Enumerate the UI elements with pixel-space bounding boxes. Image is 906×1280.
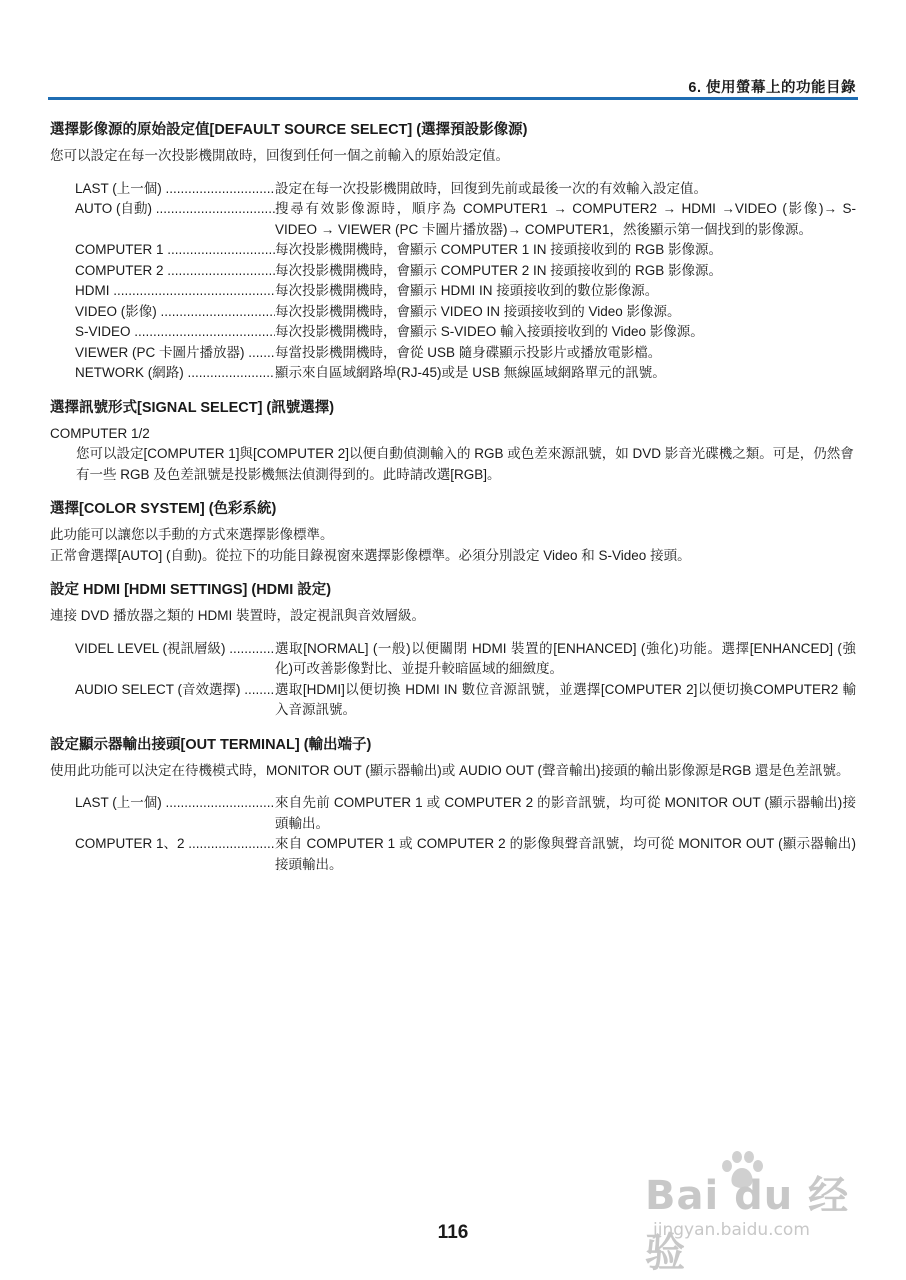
term: VIEWER (PC 卡圖片播放器) ..... (75, 343, 275, 364)
watermark-brand: Bai du 经验 (645, 1173, 850, 1276)
description: 每次投影機開機時，會顯示 S-VIDEO 輸入接頭接收到的 Video 影像源。 (275, 324, 704, 339)
section-signal-select (50, 398, 856, 486)
definition-item (75, 261, 856, 282)
description: 來自 COMPUTER 1 或 COMPUTER 2 的影像與聲音訊號，均可從 MONITOR OUT (顯示器輸出)接頭輸出。 (275, 836, 856, 872)
term: COMPUTER 1、2 ..... (75, 834, 275, 875)
description: 每當投影機開機時，會從 USB 隨身碟顯示投影片或播放電影檔。 (275, 344, 662, 360)
section-color-system (50, 499, 856, 566)
baidu-watermark (645, 1150, 865, 1276)
description: 選取[HDMI]以便切換 HDMI IN 數位音源訊號，並選擇[COMPUTER 2]以便切換COMPUTER2 輸入音源訊號。 (275, 681, 856, 717)
section-title: 選擇影像源的原始設定值[DEFAULT SOURCE SELECT] (選擇預設影像源) (50, 122, 528, 138)
watermark-url: jingyan.baidu.com (653, 1220, 810, 1240)
term: AUDIO SELECT (音效選擇) ..... (75, 680, 275, 721)
definition-item (75, 363, 856, 384)
term: AUTO (自動) ..... (75, 199, 275, 240)
definition-item (75, 302, 856, 323)
section-title: 設定顯示器輸出接頭[OUT TERMINAL] (輸出端子) (50, 736, 372, 753)
section-body-line-1: 此功能可以讓您以手動的方式來選擇影像標準。 (50, 527, 334, 542)
section-out-terminal (50, 735, 856, 876)
term: HDMI ..... (75, 281, 275, 302)
description: 每次投影機開機時，會顯示 HDMI IN 接頭接收到的數位影像源。 (275, 283, 659, 298)
definition-list (75, 639, 856, 721)
description: 設定在每一次投影機開啟時，回復到先前或最後一次的有效輸入設定值。 (275, 180, 707, 196)
definition-item (75, 199, 856, 240)
term: NETWORK (網路) ..... (75, 363, 275, 384)
section-title: 選擇訊號形式[SIGNAL SELECT] (訊號選擇) (50, 399, 335, 416)
section-intro: 連接 DVD 播放器之類的 HDMI 裝置時，設定視訊與音效層級。 (50, 608, 426, 623)
description: 來自先前 COMPUTER 1 或 COMPUTER 2 的影音訊號，均可從 MONITOR OUT (顯示器輸出)接頭輸出。 (275, 795, 856, 831)
definition-item (75, 793, 856, 834)
page-number: 116 (437, 1222, 469, 1243)
description: 每次投影機開機時，會顯示 VIDEO IN 接頭接收到的 Video 影像源。 (275, 303, 681, 319)
section-intro: 您可以設定在每一次投影機開啟時，回復到任何一個之前輸入的原始設定值。 (50, 148, 509, 163)
chapter-title: 6. 使用螢幕上的功能目錄 (688, 80, 856, 96)
description: 搜尋有效影像源時，順序為 COMPUTER1 → COMPUTER2 → HDMI →VIDEO (影像)→ S-VIDEO → VIEWER (PC 卡圖片播放器)→ COMPUTER1，然後顯示第一個找到的影像源。 (275, 201, 856, 237)
section-hdmi-settings (50, 580, 856, 721)
definition-list (75, 793, 856, 875)
term: COMPUTER 1 ..... (75, 240, 275, 261)
term: VIDEO (影像) ..... (75, 302, 275, 323)
description: 選取[NORMAL] (一般)以便關閉 HDMI 裝置的[ENHANCED] (強化)功能。選擇[ENHANCED] (強化)可改善影像對比、並提升較暗區域的細緻度。 (275, 640, 856, 676)
definition-item (75, 680, 856, 721)
definition-item (75, 834, 856, 875)
term: S-VIDEO ..... (75, 322, 275, 343)
term: VIDEL LEVEL (視訊層級) ..... (75, 639, 275, 680)
term: LAST (上一個) ..... (75, 793, 275, 834)
description: 每次投影機開機時，會顯示 COMPUTER 2 IN 接頭接收到的 RGB 影像源。 (275, 262, 723, 278)
section-title: 選擇[COLOR SYSTEM] (色彩系統) (50, 501, 277, 517)
term: COMPUTER 2 ..... (75, 261, 275, 282)
section-title: 設定 HDMI [HDMI SETTINGS] (HDMI 設定) (50, 582, 332, 598)
sub-label: COMPUTER 1/2 (50, 425, 150, 441)
description: 每次投影機開機時，會顯示 COMPUTER 1 IN 接頭接收到的 RGB 影像源。 (275, 242, 723, 257)
definition-item (75, 639, 856, 680)
term: LAST (上一個) ..... (75, 179, 275, 200)
page-content (50, 120, 856, 889)
definition-item (75, 322, 856, 343)
description: 顯示來自區域網路埠(RJ-45)或是 USB 無線區域網路單元的訊號。 (275, 365, 666, 380)
definition-item (75, 343, 856, 364)
section-body: 您可以設定[COMPUTER 1]與[COMPUTER 2]以便自動偵測輸入的 RGB 或色差來源訊號，如 DVD 影音光碟機之類。可是，仍然會有一些 RGB 及色差訊號是投影機無法偵測得到的。此時請改選[RGB]。 (76, 446, 854, 482)
section-body-line-2: 正常會選擇[AUTO] (自動)。從拉下的功能目錄視窗來選擇影像標準。必須分別設定 Video 和 S-Video 接頭。 (50, 547, 691, 563)
section-intro: 使用此功能可以決定在待機模式時，MONITOR OUT (顯示器輸出)或 AUDIO OUT (聲音輸出)接頭的輸出影像源是RGB 還是色差訊號。 (50, 762, 850, 778)
definition-list (75, 179, 856, 384)
header-rule (48, 97, 858, 100)
definition-item (75, 179, 856, 200)
definition-item (75, 240, 856, 261)
section-default-source (50, 120, 856, 384)
definition-item (75, 281, 856, 302)
